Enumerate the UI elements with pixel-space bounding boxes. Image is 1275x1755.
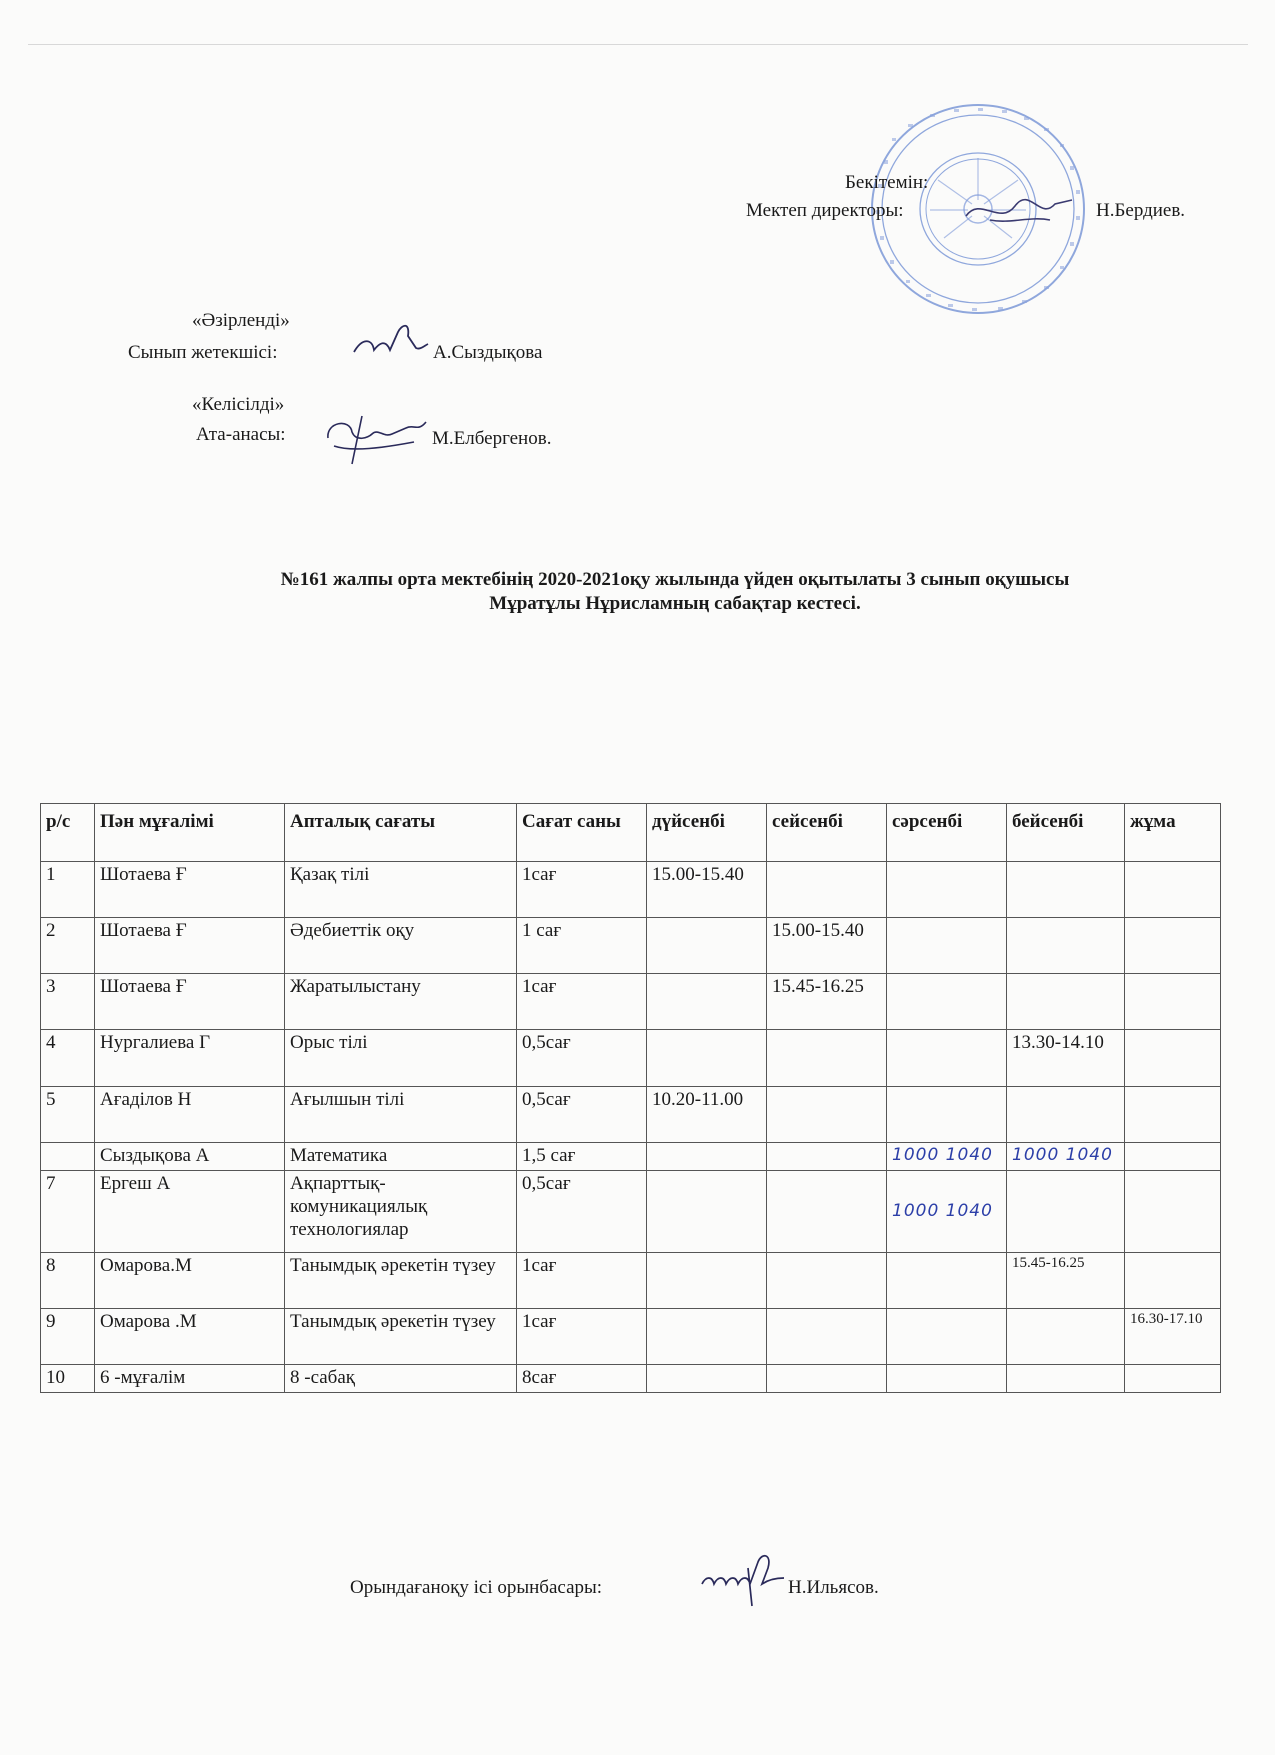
cell-number: 7: [41, 1171, 95, 1253]
cell-friday: [1125, 1087, 1221, 1143]
table-row: [41, 1030, 1221, 1087]
cell-number: 8: [41, 1253, 95, 1309]
cell-subject: Танымдық әрекетін түзеу: [285, 1309, 517, 1365]
cell-friday: [1125, 1171, 1221, 1253]
cell-monday: [647, 974, 767, 1030]
title-line-2: Мұратұлы Нұрисламның сабақтар кестесі.: [489, 593, 861, 614]
cell-tuesday: [767, 1030, 887, 1087]
cell-tuesday: [767, 1171, 887, 1253]
col-header-wednesday: сәрсенбі: [887, 804, 1007, 862]
document-title: [100, 568, 1250, 616]
cell-hours: 1 сағ: [517, 918, 647, 974]
cell-number: 4: [41, 1030, 95, 1087]
class-teacher-signature-icon: [350, 318, 430, 366]
cell-tuesday: 15.45-16.25: [767, 974, 887, 1030]
col-header-subject: Апталық сағаты: [285, 804, 517, 862]
cell-friday: [1125, 1253, 1221, 1309]
title-line-1: №161 жалпы орта мектебінің 2020-2021оқу жылында үйден оқытылаты 3 сынып оқушысы: [280, 569, 1070, 590]
prepared-header: «Әзірленді»: [192, 310, 290, 331]
cell-monday: [647, 1253, 767, 1309]
col-header-number: р/с: [41, 804, 95, 862]
cell-subject: 8 -сабақ: [285, 1365, 517, 1393]
cell-hours: 1сағ: [517, 1253, 647, 1309]
cell-subject: Ағылшын тілі: [285, 1087, 517, 1143]
cell-monday: [647, 1030, 767, 1087]
cell-friday: 16.30-17.10: [1125, 1309, 1221, 1365]
cell-number: 10: [41, 1365, 95, 1393]
cell-thursday: [1007, 1087, 1125, 1143]
cell-subject: Танымдық әрекетін түзеу: [285, 1253, 517, 1309]
cell-teacher: Шотаева Ғ: [95, 974, 285, 1030]
cell-teacher: Шотаева Ғ: [95, 918, 285, 974]
cell-thursday: [1007, 974, 1125, 1030]
cell-monday: 15.00-15.40: [647, 862, 767, 918]
cell-subject: Жаратылыстану: [285, 974, 517, 1030]
col-header-teacher: Пән мұғалімі: [95, 804, 285, 862]
page-top-rule: [28, 44, 1248, 45]
table-row: [41, 1253, 1221, 1309]
table-row: [41, 918, 1221, 974]
cell-tuesday: [767, 1087, 887, 1143]
table-row: [41, 974, 1221, 1030]
col-header-tuesday: сейсенбі: [767, 804, 887, 862]
cell-thursday-handwritten: 1000 1040: [1007, 1143, 1125, 1171]
table-row: [41, 1309, 1221, 1365]
cell-tuesday: 15.00-15.40: [767, 918, 887, 974]
cell-hours: 0,5сағ: [517, 1030, 647, 1087]
cell-monday: [647, 1365, 767, 1393]
cell-hours: 1сағ: [517, 974, 647, 1030]
schedule-table: [40, 803, 1221, 1393]
cell-number: 1: [41, 862, 95, 918]
cell-number: 2: [41, 918, 95, 974]
cell-wednesday-handwritten: 1000 1040: [887, 1143, 1007, 1171]
class-teacher-name: А.Сыздықова: [433, 342, 543, 363]
cell-thursday: [1007, 1365, 1125, 1393]
cell-wednesday: [887, 1030, 1007, 1087]
cell-wednesday: [887, 1087, 1007, 1143]
cell-thursday: 15.45-16.25: [1007, 1253, 1125, 1309]
col-header-thursday: бейсенбі: [1007, 804, 1125, 862]
cell-friday: [1125, 918, 1221, 974]
col-header-monday: дүйсенбі: [647, 804, 767, 862]
cell-wednesday-handwritten: 1000 1040: [887, 1171, 1007, 1253]
cell-number: 9: [41, 1309, 95, 1365]
cell-subject: Орыс тілі: [285, 1030, 517, 1087]
director-signature-icon: [960, 186, 1080, 236]
cell-hours: 0,5сағ: [517, 1171, 647, 1253]
director-name: Н.Бердиев.: [1096, 200, 1186, 221]
col-header-friday: жұма: [1125, 804, 1221, 862]
cell-tuesday: [767, 1253, 887, 1309]
parent-signature-icon: [322, 408, 432, 470]
cell-hours: 1сағ: [517, 1309, 647, 1365]
cell-subject: Әдебиеттік оқу: [285, 918, 517, 974]
deputy-role: Орындағаноқу ісі орынбасары:: [350, 1577, 603, 1598]
cell-tuesday: [767, 1143, 887, 1171]
table-row: [41, 862, 1221, 918]
cell-friday: [1125, 1365, 1221, 1393]
cell-tuesday: [767, 862, 887, 918]
cell-hours: 1сағ: [517, 862, 647, 918]
cell-teacher: Шотаева Ғ: [95, 862, 285, 918]
cell-wednesday: [887, 862, 1007, 918]
cell-number: 3: [41, 974, 95, 1030]
cell-wednesday: [887, 918, 1007, 974]
class-teacher-role: Сынып жетекшісі:: [128, 342, 278, 363]
col-header-hours: Сағат саны: [517, 804, 647, 862]
cell-wednesday: [887, 1365, 1007, 1393]
cell-wednesday: [887, 1309, 1007, 1365]
cell-teacher: Ергеш А: [95, 1171, 285, 1253]
cell-thursday: [1007, 1171, 1125, 1253]
cell-friday: [1125, 862, 1221, 918]
cell-thursday: [1007, 1309, 1125, 1365]
cell-teacher: Сыздықова А: [95, 1143, 285, 1171]
cell-monday: 10.20-11.00: [647, 1087, 767, 1143]
cell-thursday: [1007, 918, 1125, 974]
deputy-name: Н.Ильясов.: [788, 1577, 879, 1598]
cell-teacher: Нургалиева Г: [95, 1030, 285, 1087]
cell-monday: [647, 1143, 767, 1171]
cell-hours: 8сағ: [517, 1365, 647, 1393]
cell-wednesday: [887, 974, 1007, 1030]
cell-hours: 0,5сағ: [517, 1087, 647, 1143]
deputy-signature-icon: [696, 1548, 788, 1608]
parent-role: Ата-анасы:: [196, 424, 286, 445]
cell-monday: [647, 1171, 767, 1253]
director-role: Мектеп директоры:: [746, 200, 904, 221]
cell-tuesday: [767, 1365, 887, 1393]
cell-monday: [647, 1309, 767, 1365]
cell-subject: Математика: [285, 1143, 517, 1171]
cell-teacher: Омарова.М: [95, 1253, 285, 1309]
table-row: [41, 1143, 1221, 1171]
cell-teacher: Ағаділов Н: [95, 1087, 285, 1143]
cell-friday: [1125, 1030, 1221, 1087]
table-header-row: [41, 804, 1221, 862]
cell-number: [41, 1143, 95, 1171]
cell-subject: Қазақ тілі: [285, 862, 517, 918]
cell-tuesday: [767, 1309, 887, 1365]
cell-teacher: 6 -мұғалім: [95, 1365, 285, 1393]
table-row: [41, 1171, 1221, 1253]
cell-friday: [1125, 974, 1221, 1030]
cell-hours: 1,5 сағ: [517, 1143, 647, 1171]
agreed-header: «Келісілді»: [192, 394, 285, 415]
cell-number: 5: [41, 1087, 95, 1143]
table-row: [41, 1365, 1221, 1393]
cell-wednesday: [887, 1253, 1007, 1309]
table-row: [41, 1087, 1221, 1143]
cell-teacher: Омарова .М: [95, 1309, 285, 1365]
parent-name: М.Елбергенов.: [432, 428, 552, 449]
approval-label: Бекітемін:: [845, 172, 929, 193]
cell-friday: [1125, 1143, 1221, 1171]
cell-thursday: [1007, 862, 1125, 918]
cell-thursday: 13.30-14.10: [1007, 1030, 1125, 1087]
cell-monday: [647, 918, 767, 974]
cell-subject: Ақпарттық-комуникациялық технологиялар: [285, 1171, 517, 1253]
